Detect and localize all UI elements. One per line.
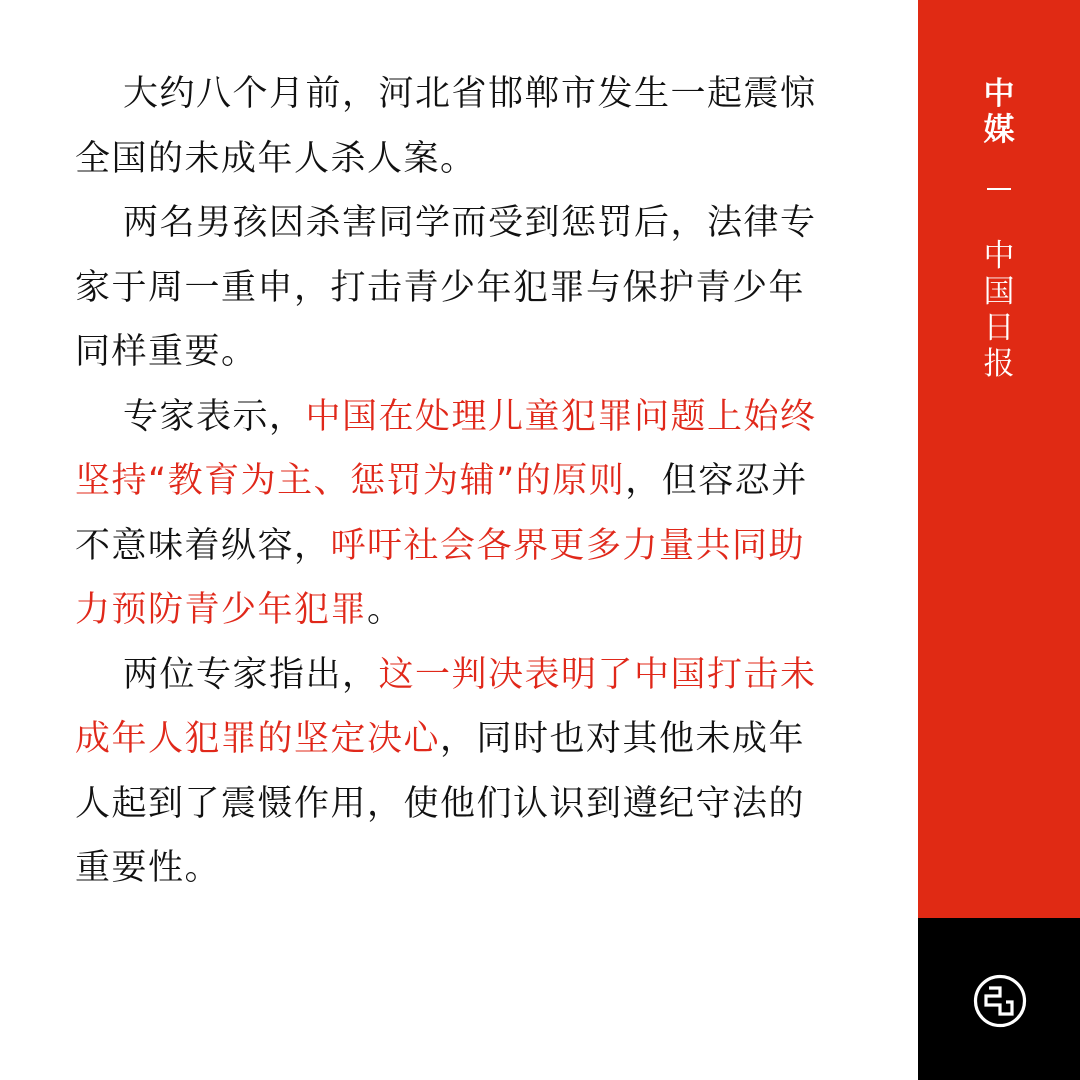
china-daily-logo-icon: [973, 974, 1027, 1028]
highlighted-text: 中国在处理儿童犯罪问题上始终坚持“教育为主、惩罚为辅”的原则: [75, 396, 817, 501]
footer-block: [918, 918, 1080, 1080]
paragraph-text: 大约八个月前，河北省邯郸市发生一起震惊全国的未成年人杀人案。: [75, 74, 817, 179]
paper-char: 国: [983, 274, 1015, 310]
brand-vertical-text: [918, 76, 1080, 148]
highlighted-text: 呼吁社会各界更多力量共同助力预防青少年犯罪: [75, 525, 806, 630]
paragraph-text: 两位专家指出，: [123, 654, 379, 695]
paper-char: 中: [983, 238, 1015, 274]
paragraph-2: [75, 191, 835, 385]
paragraph-3: [75, 385, 835, 643]
paper-vertical-text: [918, 238, 1080, 382]
paragraph-text: ，但容忍并不意味着纵容，: [75, 461, 808, 566]
paragraph-1: [75, 62, 835, 191]
article-body: [75, 62, 835, 901]
paragraph-text: 。: [367, 590, 404, 630]
brand-char: 中: [983, 76, 1015, 112]
highlighted-text: 这一判决表明了中国打击未成年人犯罪的坚定决心: [75, 654, 817, 759]
paper-char: 报: [983, 346, 1015, 382]
paragraph-4: [75, 643, 835, 901]
brand-char: 媒: [983, 112, 1015, 148]
paragraph-text: 两名男孩因杀害同学而受到惩罚后，法律专家于周一重申，打击青少年犯罪与保护青少年同样重要。: [75, 203, 817, 372]
paper-char: 日: [983, 310, 1015, 346]
paragraph-text: 专家表示，: [123, 396, 306, 437]
sidebar-divider: [987, 188, 1011, 190]
paragraph-text: ，同时也对其他未成年人起到了震慑作用，使他们认识到遵纪守法的重要性。: [75, 719, 806, 888]
sidebar: [918, 0, 1080, 918]
